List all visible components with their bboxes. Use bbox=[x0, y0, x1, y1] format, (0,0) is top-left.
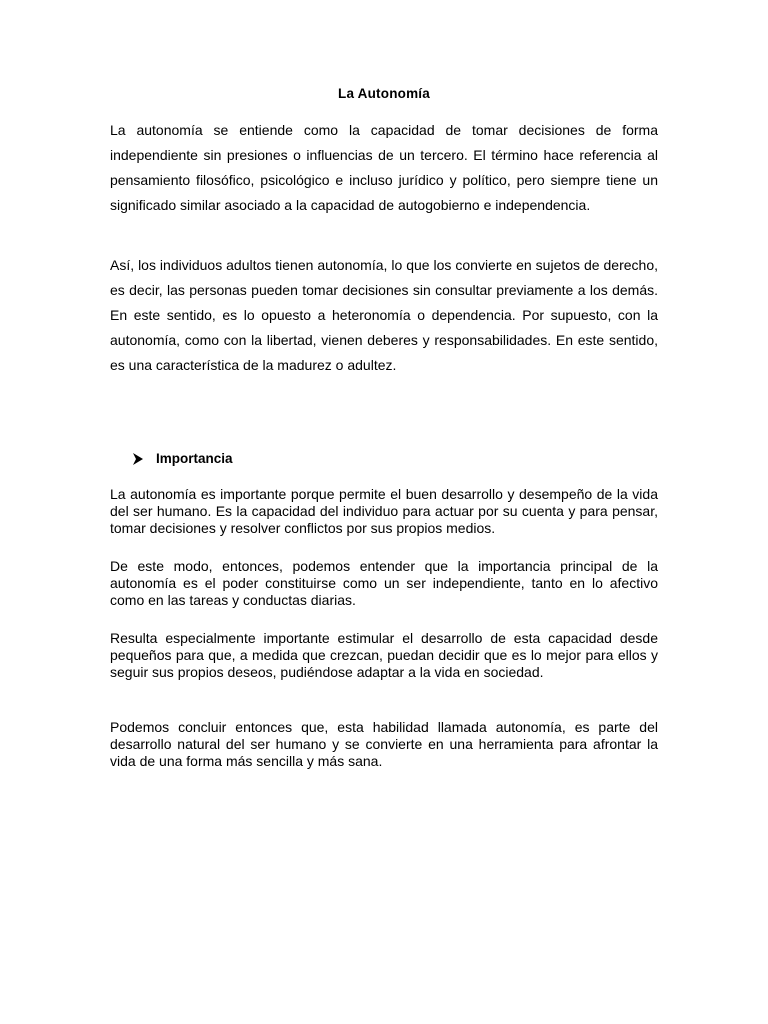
paragraph-importance-2: De este modo, entonces, podemos entender que la importancia principal de la autonomía es el poder constituirse como un ser independiente, tanto en lo afectivo como en las tareas y conductas diarias. bbox=[110, 558, 658, 609]
section-heading bbox=[132, 451, 233, 466]
paragraph-importance-1: La autonomía es importante porque permite el buen desarrollo y desempeño de la vida del ser humano. Es la capacidad del individuo para actuar por su cuenta y para pensar, tomar decisiones y resolver conflictos por sus propios medios. bbox=[110, 486, 658, 537]
paragraph-conclusion: Podemos concluir entonces que, esta habilidad llamada autonomía, es parte del desarrollo natural del ser humano y se convierte en una herramienta para afrontar la vida de una forma más sencilla y más sana. bbox=[110, 719, 658, 770]
section-heading-label: Importancia bbox=[156, 451, 233, 466]
document-title: La Autonomía bbox=[338, 86, 430, 101]
paragraph-adults: Así, los individuos adultos tienen autonomía, lo que los convierte en sujetos de derecho, es decir, las personas pueden tomar decisiones sin consultar previamente a los demás. En este sentido, es lo opuesto a heteronomía o dependencia. Por supuesto, con la autonomía, como con la libertad, vienen deberes y responsabilidades. En este sentido, es una característica de la madurez o adultez. bbox=[110, 257, 658, 373]
paragraph-importance-3: Resulta especialmente importante estimular el desarrollo de esta capacidad desde pequeños para que, a medida que crezcan, puedan decidir que es lo mejor para ellos y seguir sus propios deseos, pudiéndose adaptar a la vida en sociedad. bbox=[110, 630, 658, 681]
arrowhead-bullet-icon bbox=[132, 452, 144, 466]
paragraph-definition: La autonomía se entiende como la capacidad de tomar decisiones de forma independiente sin presiones o influencias de un tercero. El término hace referencia al pensamiento filosófico, psicológico e incluso jurídico y político, pero siempre tiene un significado similar asociado a la capacidad de autogobierno e independencia. bbox=[110, 122, 658, 213]
